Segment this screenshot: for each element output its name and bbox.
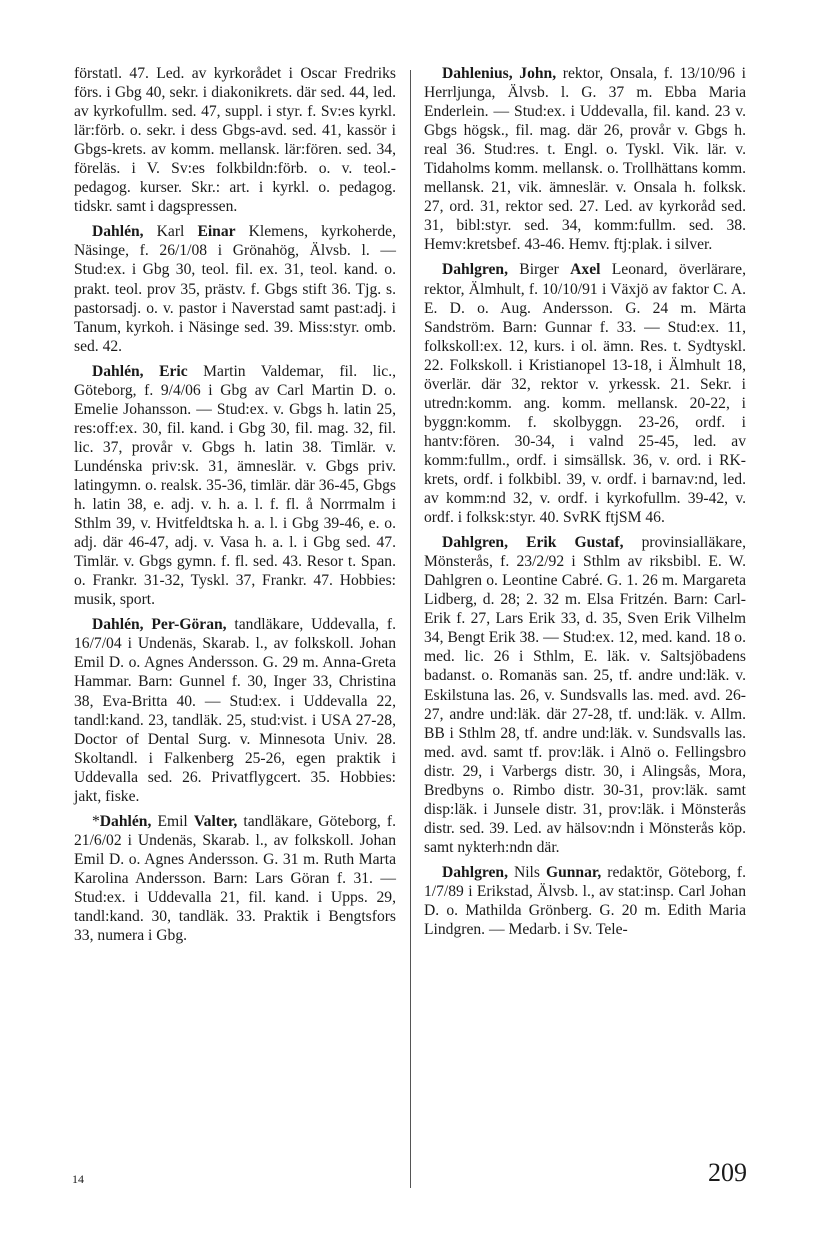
signature-mark: 14 [72, 1172, 84, 1186]
entry-names: Nils [508, 863, 546, 881]
right-column [424, 64, 746, 945]
biography-entry [74, 615, 396, 805]
entry-surname: Dahlén, [92, 362, 144, 380]
entry-called-name: Einar [197, 223, 236, 241]
entry-called-name: Axel [570, 261, 601, 279]
entry-surname: Dahlén, [92, 223, 144, 241]
column-divider [410, 70, 411, 1188]
entry-surname: Dahlén, Per-Göran, [92, 616, 227, 634]
entry-text: förstatl. 47. Led. av kyrkorådet i Oscar Fredriks förs. i Gbg 40, sekr. i diakonikrets. där sed. 44, led. av kyrkofullm. sed. 47, suppl. i styr. f. Sv:es kyrkl. lär:förb. o. sekr. i dess Gbgs-avd. sed. 41, kassör i Gbgs-krets. av komm. mellansk. lär:fören. sed. 34, föreläs. i V. Sv:es folkbildn:förb. o. v. teol.-pedagog. kurser. Skr.: art. i kyrkl. o. pedagog. tidskr. samt i dagspressen. [74, 65, 396, 216]
entry-prefix: * [92, 812, 100, 830]
entry-surname: Dahlén, [99, 812, 152, 830]
left-column [74, 64, 396, 951]
entry-surname: Dahlgren, [442, 261, 508, 279]
entry-called-name: Valter, [193, 812, 238, 830]
entry-text: redaktör, Göteborg, f. 1/7/89 i Erikstad, Älvsb. l., av stat:insp. Carl Johan D. o. Mathilda Grönberg. G. 20 m. Edith Maria Lindgren. — Medarb. i Sv. Tele- [424, 863, 747, 939]
biography-entry [74, 64, 396, 216]
biography-entry [424, 64, 746, 254]
entry-called-name: Eric [159, 362, 188, 380]
biography-entry [74, 362, 396, 610]
entry-surname: Dahlgren, Erik Gustaf, [442, 534, 624, 552]
page-number: 209 [708, 1158, 747, 1187]
entry-names: Emil [151, 812, 194, 830]
entry-names [144, 363, 160, 380]
entry-names: Birger [508, 261, 571, 279]
entry-surname: Dahlenius, John, [442, 65, 557, 82]
biography-entry [74, 222, 396, 355]
entry-text: rektor, Onsala, f. 13/10/96 i Herrljunga, Älvsb. l. G. 37 m. Ebba Maria Enderlein. — Stud:ex. i Uddevalla, fil. kand. 23 v. Gbgs högsk., fil. mag. där 26, provår v. Gbgs h. real 36. Stud:res. t. Engl. o. Tyskl. Vik. lär. v. Tidaholms komm. mellansk. o. Trollhättans komm. mellansk. 21, vik. ämneslär. v. Onsala h. folksk. 27, ord. 31, rektor sed. 27. Led. av kyrkoråd sed. 31, bibl:styr. sed. 34, komm:fullm. sed. 38. Hemv:kretsbef. 43-46. Hemv. ftj:plak. i silver. [424, 65, 746, 254]
biography-entry [424, 533, 746, 857]
entry-names: Karl [143, 223, 198, 241]
entry-text: Klemens, kyrkoherde, Näsinge, f. 26/1/08 i Grönahög, Älvsb. l. — Stud:ex. i Gbg 30, teol. fil. ex. 31, teol. kand. o. prakt. teol. prov 35, prästv. f. Gbgs stift 36. Tjg. s. pastorsadj. o. v. pastor i Naverstad samt past:adj. i Tanum, kyrkoh. i Näsinge sed. 39. Miss:styr. omb. sed. 42. [74, 223, 396, 355]
biography-entry [74, 812, 396, 945]
biography-entry [424, 260, 746, 527]
entry-text: tandläkare, Göteborg, f. 21/6/02 i Undenäs, Skarab. l., av folkskoll. Johan Emil D. o. Agnes Andersson. G. 31 m. Ruth Marta Karolina Andersson. Barn: Lars Göran f. 31. — Stud:ex. i Uddevalla 21, fil. kand. i Upps. 29, tandl:kand. 30, tandläk. 33. Praktik i Bengtsfors 33, numera i Gbg. [74, 812, 396, 945]
entry-text: Martin Valdemar, fil. lic., Göteborg, f. 9/4/06 i Gbg av Carl Martin D. o. Emelie Johansson. — Stud:ex. v. Gbgs h. latin 25, res:off:ex. 30, fil. kand. i Gbg 30, fil. mag. 32, fil. lic. 37, provår v. Gbgs h. latin 38. Timlär. v. Lundénska priv:sk. 31, ämneslär. v. Gbgs priv. latingymn. o. realsk. 35-36, timlär. där 36-45, Gbgs h. latin 38, e. adj. v. h. a. l. f. fl. å Norrmalm i Sthlm 39, v. Hvitfeldtska h. a. l. i Gbg 39-46, e. o. adj. där 46-47, adj. v. Vasa h. a. l. i Gbg sed. 47. Timlär. v. Gbgs gymn. f. fl. sed. 43. Resor t. Span. o. Frankr. 31-32, Tyskl. 37, Frankr. 47. Hobbies: musik, sport. [74, 362, 396, 609]
entry-text: Leonard, överlärare, rektor, Älmhult, f. 10/10/91 i Växjö av faktor C. A. E. D. o. Aug. Andersson. G. 24 m. Märta Sandström. Barn: Gunnar f. 33. — Stud:ex. 11, folkskoll:ex. 12, kurs. i ol. ämn. Res. t. Sydtyskl. 22. Folkskoll. i Kristianopel 13-18, i Älmhult 18, överlär. där 32, rektor v. yrkessk. 21. Sekr. i utredn:komm. ang. komm. mellansk. 20-22, i byggn:komm. f. skolbyggn. 23-26, ordf. i hantv:fören. 30-34, i valnd 25-45, led. av komm:fullm., ordf. i simsällsk. 36, v. ord. i RK-krets, ordf. i folkbibl. 39, v. ordf. i barnav:nd, led. av komm:nd 32, v. ordf. i kyrkofullm. 39-42, v. ordf. i folksk:styr. 40. SvRK ftjSM 46. [424, 261, 746, 527]
entry-called-name: Gunnar, [545, 863, 602, 881]
entry-text: provinsialläkare, Mönsterås, f. 23/2/92 i Sthlm av riksbibl. E. W. Dahlgren o. Leontine Cabré. G. 1. 26 m. Margareta Lidberg, d. 28; 2. 32 m. Elsa Fritzén. Barn: Carl-Erik f. 27, Lars Erik 33, d. 35, Sven Erik Vilhelm 34, Bengt Erik 38. — Stud:ex. 12, med. kand. 18 o. med. lic. 26 i Sthlm, E. läk. v. Saltsjöbadens badanst. o. Romanäs san. 25, tf. andre und:läk. v. Eskilstuna las. 26, v. Sundsvalls las. med. avd. 26-27, andre und:läk. där 27-28, tf. und:läk. v. Allm. BB i Sthlm 28, tf. andre und:läk. v. Sundsvalls las. med. avd. samt tf. prov:läk. i Alnö o. Fellingsbro distr. 29, i Varbergs distr. 30, i Alingsås, Mora, Bredbyns o. Rimbo distr. 30-31, prov:läk. samt disp:läk. i Junsele distr. 31, prov:läk. i Mönsterås distr. sed. 39. Led. av hälsov:ndn i Mönsterås köp. samt nykterh:ndn där. [424, 534, 746, 856]
entry-text: tandläkare, Uddevalla, f. 16/7/04 i Undenäs, Skarab. l., av folkskoll. Johan Emil D. o. Agnes Andersson. G. 29 m. Anna-Greta Hammar. Barn: Gunnel f. 30, Inger 33, Christina 38, Eva-Britta 40. — Stud:ex. i Uddevalla 22, tandl:kand. 23, tandläk. 25, stud:vist. i USA 27-28, Doctor of Dental Surg. v. Minnesota Univ. 28. Skoltandl. i Falkenberg 25-26, egen praktik i Uddevalla sed. 26. Privatflygcert. 35. Hobbies: jakt, fiske. [74, 616, 396, 805]
entry-surname: Dahlgren, [442, 863, 508, 881]
biography-entry [424, 863, 746, 939]
